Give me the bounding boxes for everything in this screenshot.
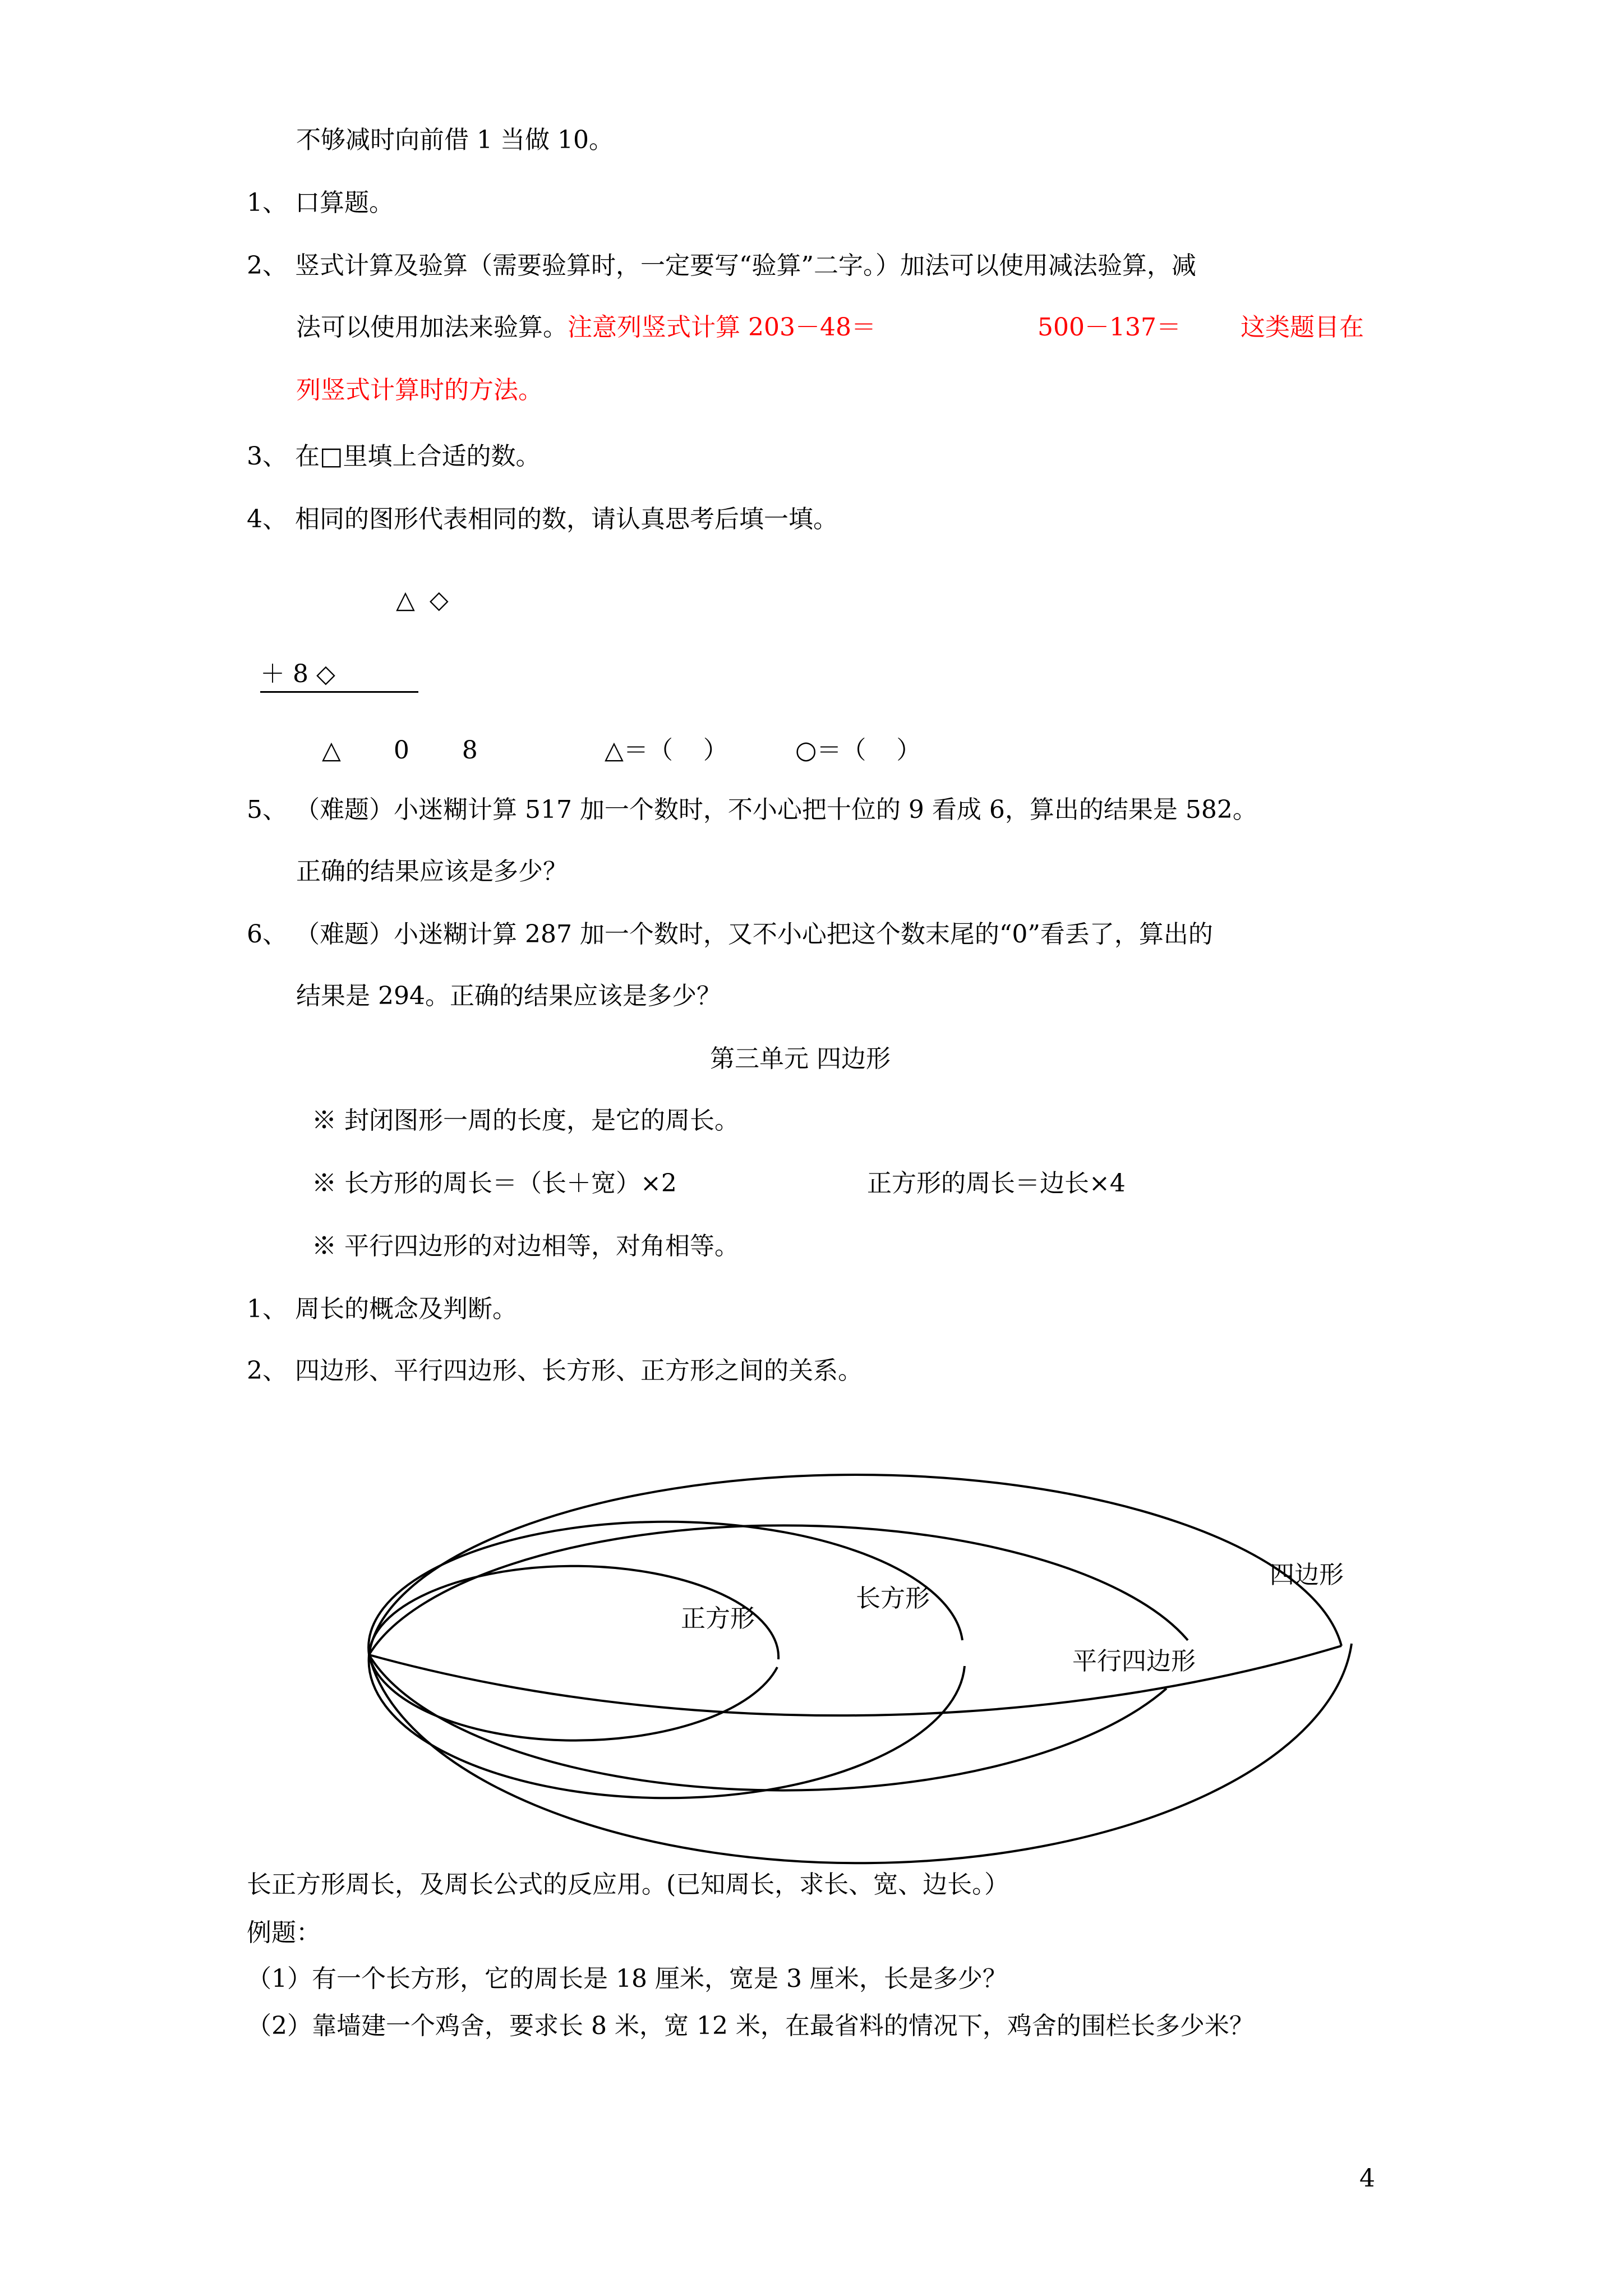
unit2-item-3: 3、 在□里填上合适的数。 xyxy=(247,442,541,471)
unit2-item-1: 1、 口算题。 xyxy=(247,188,394,217)
answer-triangle: △＝（ ） xyxy=(605,736,728,765)
problem-5-line1: 5、 （难题）小迷糊计算 517 加一个数时，不小心把十位的 9 看成 6，算出的结果是 582。 xyxy=(247,795,1257,824)
item2-red-note-a: 注意列竖式计算 203－48＝ xyxy=(568,313,876,342)
unit3-note-2b: 正方形的周长＝边长×4 xyxy=(867,1169,1126,1198)
perimeter-line-1: 长正方形周长，及周长公式的反应用。(已知周长，求长、宽、边长。） xyxy=(247,1870,1009,1899)
quadrilateral-outline xyxy=(369,1475,1341,1715)
puzzle-result: △ 0 8 xyxy=(322,736,478,765)
puzzle-row-2-text: ＋ 8 ◇ xyxy=(260,660,335,688)
unit3-title: 第三单元 四边形 xyxy=(710,1045,891,1073)
unit3-note-2a: ※ 长方形的周长＝（长＋宽）×2 xyxy=(312,1169,677,1198)
unit3-note-3: ※ 平行四边形的对边相等，对角相等。 xyxy=(312,1232,739,1260)
quadrilateral-closure xyxy=(369,1644,1352,1863)
example-2: （2）靠墙建一个鸡舍，要求长 8 米，宽 12 米，在最省料的情况下，鸡舍的围栏长多少米？ xyxy=(247,2012,1254,2040)
unit2-item-2-line1: 2、 竖式计算及验算（需要验算时，一定要写“验算”二字。）加法可以使用减法验算，减 xyxy=(247,251,1196,280)
label-square: 正方形 xyxy=(681,1604,755,1633)
label-quadrilateral: 四边形 xyxy=(1270,1561,1344,1589)
item2-text-black: 法可以使用加法来验算。 xyxy=(296,313,568,342)
unit3-item-2: 2、 四边形、平行四边形、长方形、正方形之间的关系。 xyxy=(247,1356,863,1385)
unit2-item-2-line3: 列竖式计算时的方法。 xyxy=(296,376,543,404)
answer-circle: ○＝（ ） xyxy=(795,736,921,765)
page-number: 4 xyxy=(1359,2164,1375,2193)
borrow-note: 不够减时向前借 1 当做 10。 xyxy=(296,126,614,154)
label-parallelogram: 平行四边形 xyxy=(1072,1647,1196,1676)
example-heading: 例题： xyxy=(247,1918,321,1947)
problem-6-line1: 6、 （难题）小迷糊计算 287 加一个数时，又不小心把这个数末尾的“0”看丢了，算出的 xyxy=(247,920,1213,949)
unit3-item-1: 1、 周长的概念及判断。 xyxy=(247,1295,517,1323)
unit3-note-1: ※ 封闭图形一周的长度，是它的周长。 xyxy=(312,1106,739,1135)
puzzle-row-1: △ ◇ xyxy=(396,586,452,614)
problem-6-line2: 结果是 294。正确的结果应该是多少？ xyxy=(296,982,721,1010)
example-1: （1）有一个长方形，它的周长是 18 厘米，宽是 3 厘米，长是多少？ xyxy=(247,1964,1007,1993)
problem-5-line2: 正确的结果应该是多少？ xyxy=(296,857,568,886)
item2-red-note-b: 500－137＝ xyxy=(1038,313,1181,342)
unit2-item-4: 4、 相同的图形代表相同的数，请认真思考后填一填。 xyxy=(247,505,838,533)
label-rectangle: 长方形 xyxy=(856,1584,930,1613)
item2-red-note-c: 这类题目在 xyxy=(1241,313,1364,342)
